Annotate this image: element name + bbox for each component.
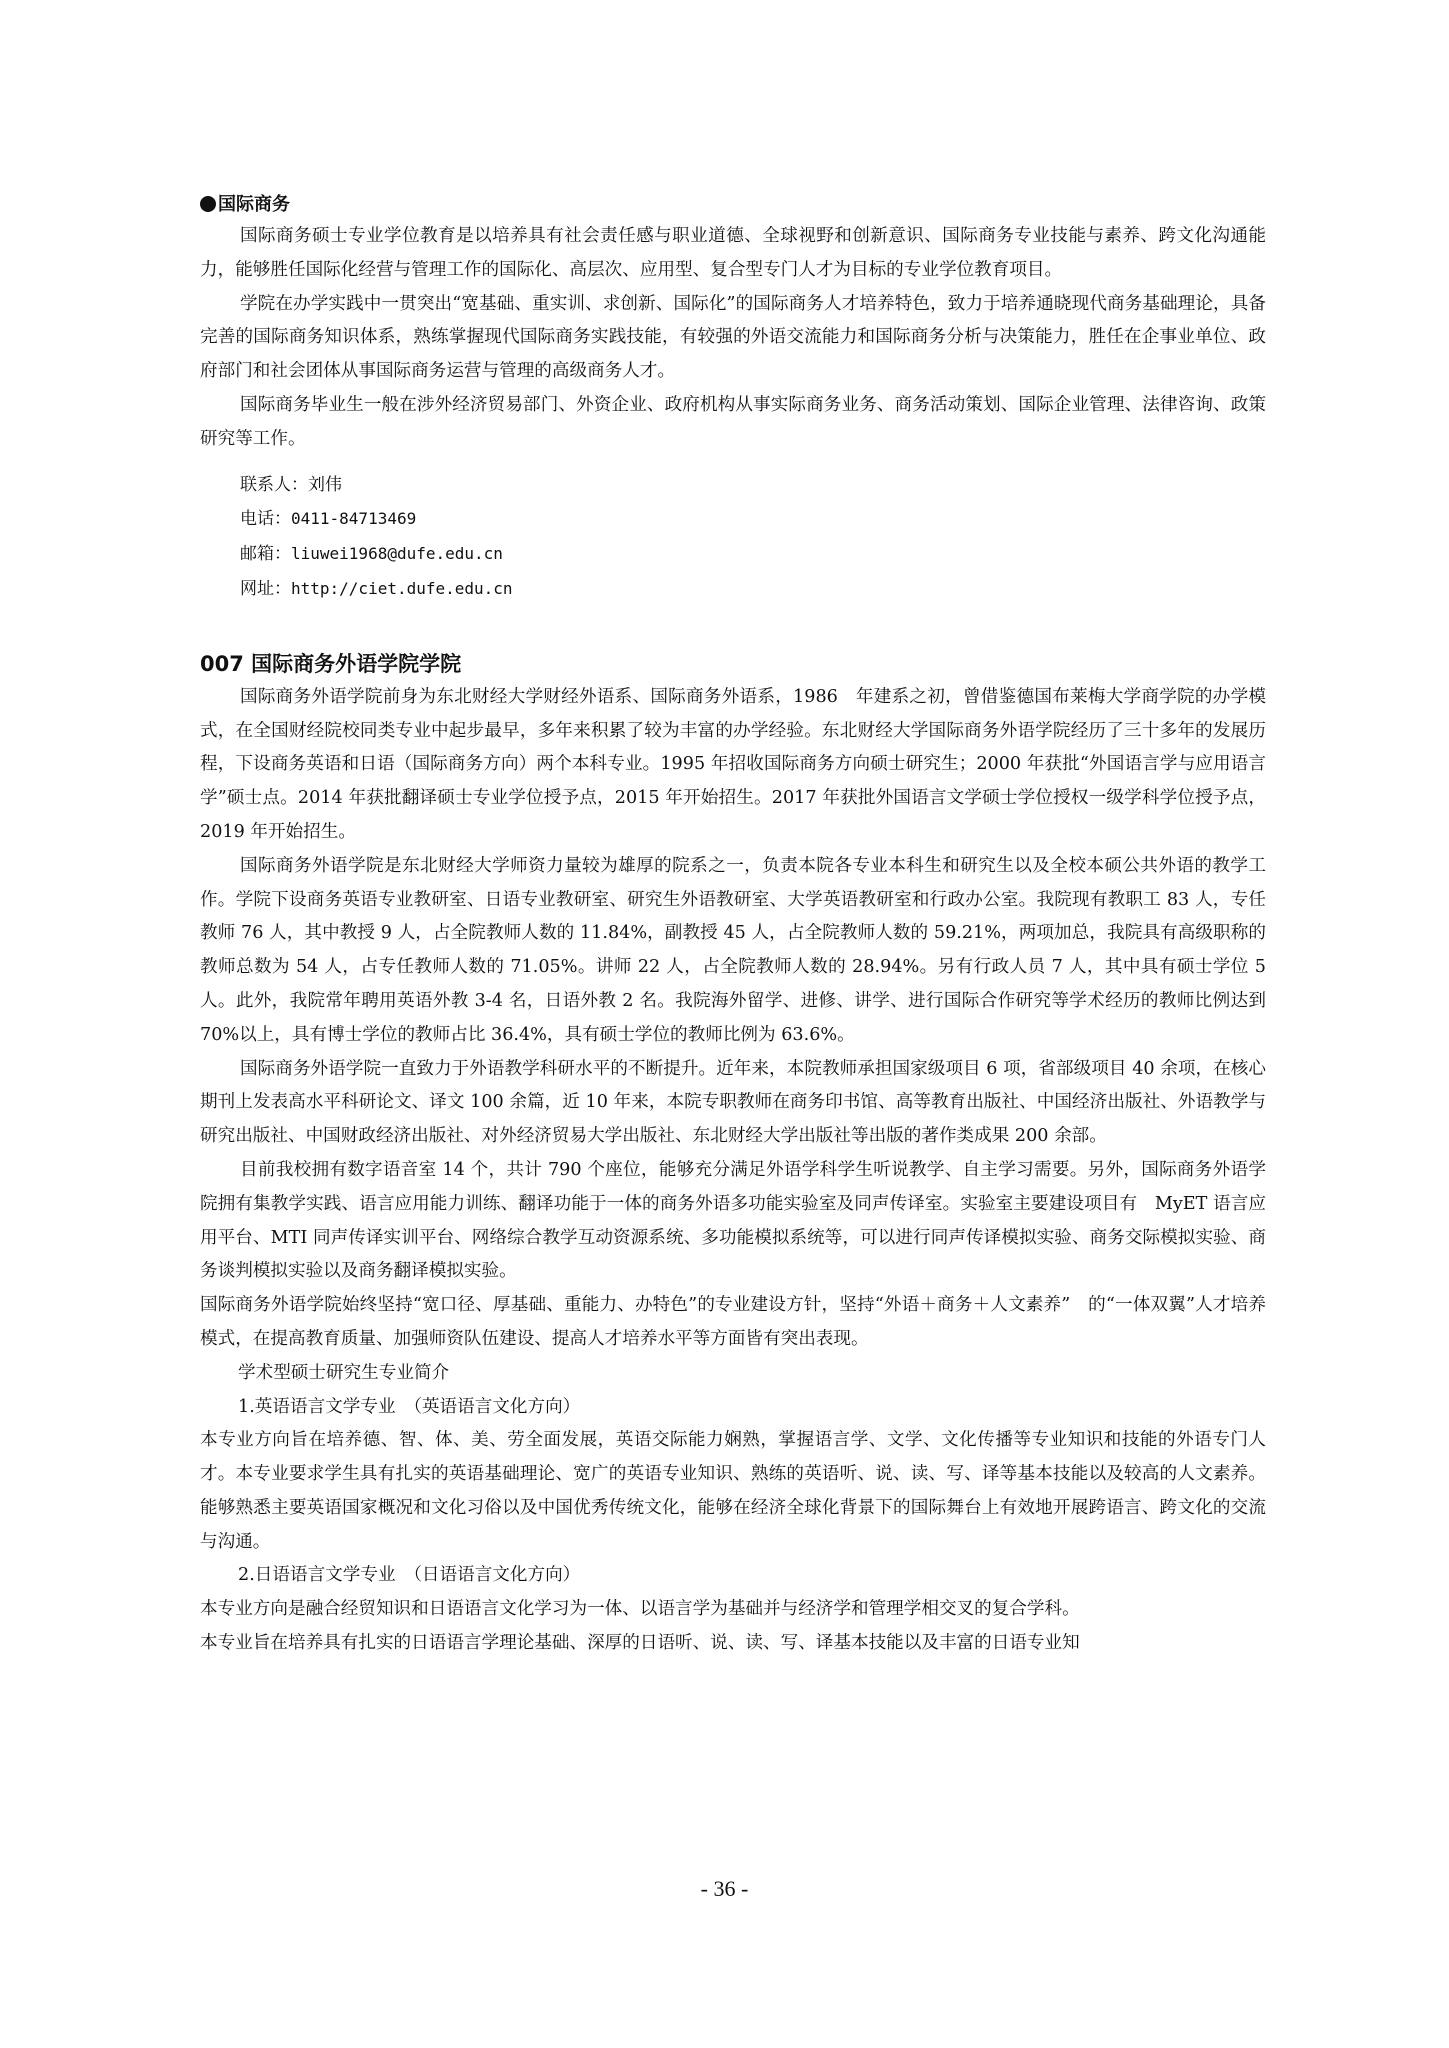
section-heading-text: 国际商务 — [218, 194, 290, 215]
paragraph: 本专业方向是融合经贸知识和日语语言文化学习为一体、以语言学为基础并与经济学和管理学相交叉的复合学科。 — [200, 1599, 1080, 1620]
document-body — [200, 190, 1266, 1661]
contact-email-value: liuwei1968@dufe.edu.cn — [291, 544, 503, 564]
contact-phone-value: 0411-84713469 — [291, 509, 417, 529]
contact-email — [240, 537, 1266, 572]
contact-person — [240, 469, 1266, 503]
paragraph: 国际商务外语学院是东北财经大学师资力量较为雄厚的院系之一，负责本院各专业本科生和研究生以及全校本硕公共外语的教学工作。学院下设商务英语专业教研室、日语专业教研室、研究生外语教研室、大学英语教研室和行政办公室。我院现有教职工 83 人，专任教师 76 人，其中教授 9 人，占全院教师人数的 11.84%，副教授 45 人，占全院教师人数的 59.21%，两项加总，我院具有高级职称的教师总数为 54 人，占专任教师人数的 71.05%。讲师 22 人，占全院教师人数的 28.94%。另有行政人员 7 人，其中具有硕士学位 5 人。此外，我院常年聘用英语外教 3-4 名，日语外教 2 名。我院海外留学、进修、讲学、进行国际合作研究等学术经历的教师比例达到 70%以上，具有博士学位的教师占比 36.4%，具有硕士学位的教师比例为 63.6%。 — [200, 855, 1266, 1045]
contact-website-value: http://ciet.dufe.edu.cn — [291, 578, 513, 598]
paragraph: 学院在办学实践中一贯突出“宽基础、重实训、求创新、国际化”的国际商务人才培养特色，致力于培养通晓现代商务基础理论，具备完善的国际商务知识体系，熟练掌握现代国际商务实践技能，有较强的外语交流能力和国际商务分析与决策能力，胜任在企事业单位、政府部门和社会团体从事国际商务运营与管理的高级商务人才。 — [200, 293, 1266, 382]
paragraph: 本专业旨在培养具有扎实的日语语言学理论基础、深厚的日语听、说、读、写、译基本技能以及丰富的日语专业知 — [200, 1633, 1080, 1654]
contact-website — [240, 572, 1266, 607]
major-title: 1.英语语言文学专业 （英语语言文化方向） — [238, 1396, 581, 1417]
bullet-icon — [200, 196, 216, 212]
page-number: - 36 - — [700, 1876, 749, 1901]
paragraph: 本专业方向旨在培养德、智、体、美、劳全面发展，英语交际能力娴熟，掌握语言学、文学、文化传播等专业知识和技能的外语专门人才。本专业要求学生具有扎实的英语基础理论、宽广的英语专业知识、熟练的英语听、说、读、写、译等基本技能以及较高的人文素养。能够熟悉主要英语国家概况和文化习俗以及中国优秀传统文化，能够在经济全球化背景下的国际舞台上有效地开展跨语言、跨文化的交流与沟通。 — [200, 1430, 1266, 1552]
contact-website-label: 网址： — [240, 578, 291, 599]
subsection-heading: 学术型硕士研究生专业简介 — [238, 1362, 450, 1383]
contact-phone — [240, 502, 1266, 537]
major-title: 2.日语语言文学专业 （日语语言文化方向） — [238, 1565, 581, 1586]
section-heading-college: 007 国际商务外语学院学院 — [200, 651, 462, 676]
contact-phone-label: 电话： — [240, 509, 291, 530]
contact-person-value: 刘伟 — [308, 474, 342, 495]
paragraph: 目前我校拥有数字语音室 14 个，共计 790 个座位，能够充分满足外语学科学生听说教学、自主学习需要。另外，国际商务外语学院拥有集教学实践、语言应用能力训练、翻译功能于一体的商务外语多功能实验室及同声传译室。实验室主要建设项目有 MyET 语言应用平台、MTI 同声传译实训平台、网络综合教学互动资源系统、多功能模拟系统等，可以进行同声传译模拟实验、商务交际模拟实验、商务谈判模拟实验以及商务翻译模拟实验。 — [200, 1159, 1266, 1282]
paragraph: 国际商务外语学院始终坚持“宽口径、厚基础、重能力、办特色”的专业建设方针，坚持“外语＋商务＋人文素养” 的“一体双翼”人才培养模式，在提高教育质量、加强师资队伍建设、提高人才培养水平等方面皆有突出表现。 — [200, 1295, 1266, 1349]
contact-email-label: 邮箱： — [240, 544, 291, 565]
paragraph: 国际商务硕士专业学位教育是以培养具有社会责任感与职业道德、全球视野和创新意识、国际商务专业技能与素养、跨文化沟通能力，能够胜任国际化经营与管理工作的国际化、高层次、应用型、复合型专门人才为目标的专业学位教育项目。 — [200, 226, 1266, 280]
contact-block — [200, 469, 1266, 607]
paragraph: 国际商务外语学院一直致力于外语教学科研水平的不断提升。近年来，本院教师承担国家级项目 6 项，省部级项目 40 余项，在核心期刊上发表高水平科研论文、译文 100 余篇，近 10 年来，本院专职教师在商务印书馆、高等教育出版社、中国经济出版社、外语教学与研究出版社、中国财政经济出版社、对外经济贸易大学出版社、东北财经大学出版社等出版的著作类成果 200 余部。 — [200, 1058, 1266, 1147]
section-heading-international-business — [200, 190, 1266, 220]
contact-person-label: 联系人： — [240, 474, 308, 495]
paragraph: 国际商务毕业生一般在涉外经济贸易部门、外资企业、政府机构从事实际商务业务、商务活动策划、国际企业管理、法律咨询、政策研究等工作。 — [200, 394, 1266, 449]
paragraph: 国际商务外语学院前身为东北财经大学财经外语系、国际商务外语系，1986 年建系之初，曾借鉴德国布莱梅大学商学院的办学模式，在全国财经院校同类专业中起步最早，多年来积累了较为丰富的办学经验。东北财经大学国际商务外语学院经历了三十多年的发展历程，下设商务英语和日语（国际商务方向）两个本科专业。1995 年招收国际商务方向硕士研究生；2000 年获批“外国语言学与应用语言学”硕士点。2014 年获批翻译硕士专业学位授予点，2015 年开始招生。2017 年获批外国语言文学硕士学位授权一级学科学位授予点，2019 年开始招生。 — [200, 686, 1266, 842]
